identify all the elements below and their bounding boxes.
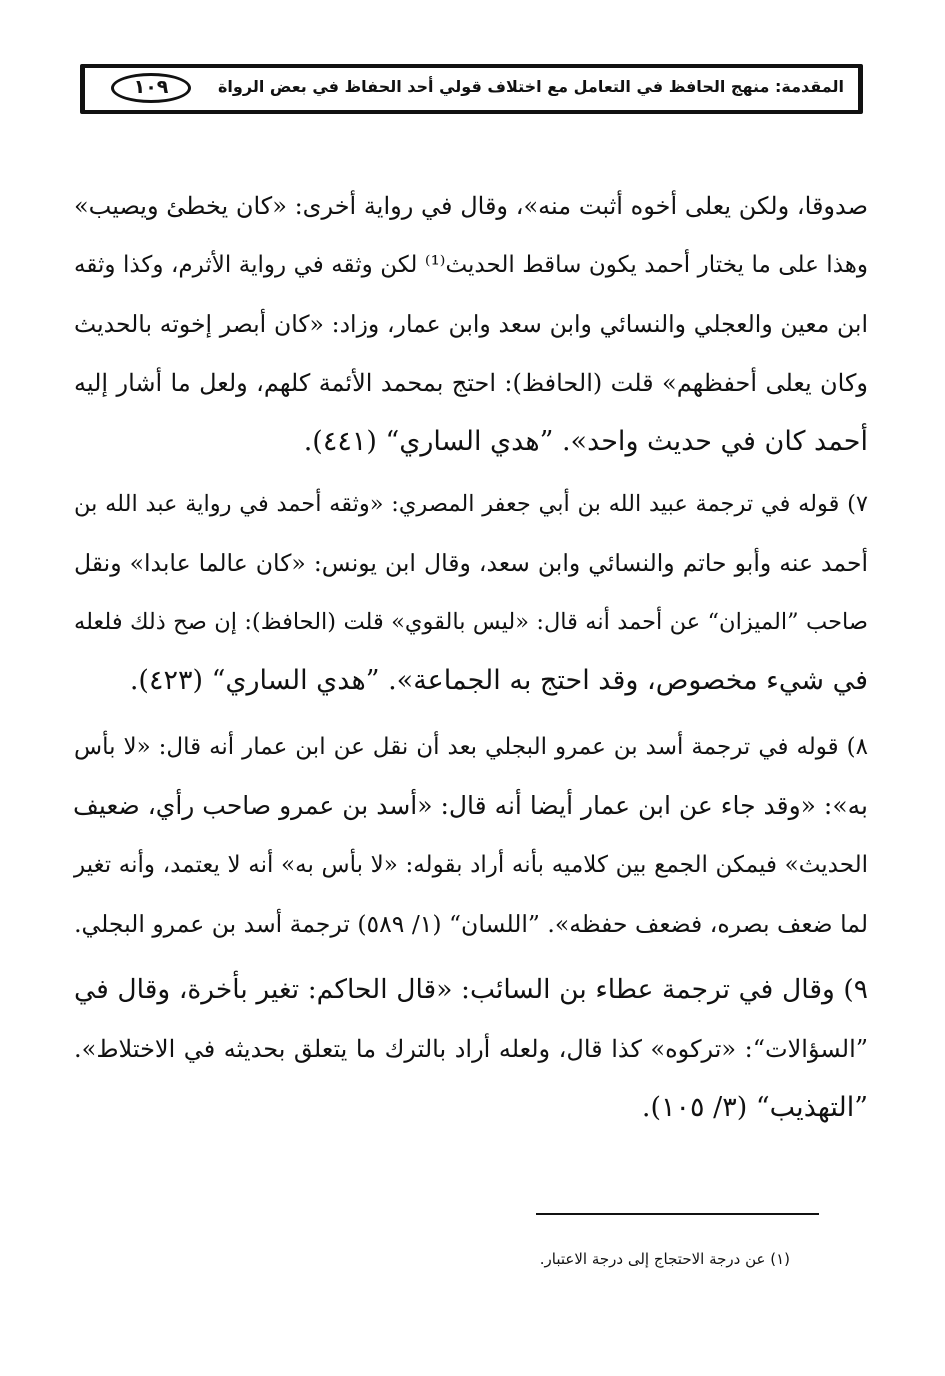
text-line: ٨) قوله في ترجمة أسد بن عمرو البجلي بعد أن نقل عن ابن عمار أنه قال: «لا بأس: [74, 734, 868, 760]
text-line: ٩) وقال في ترجمة عطاء بن السائب: «قال الحاكم: تغير بأخرة، وقال في: [74, 974, 868, 1005]
footnote: (١) عن درجة الاحتجاج إلى درجة الاعتبار.: [539, 1250, 790, 1268]
text-line: أحمد عنه وأبو حاتم والنسائي وابن سعد، وقال ابن يونس: «كان عالما عابدا» ونقل: [74, 549, 868, 577]
text-line: لما ضعف بصره، فضعف حفظه». ”اللسان“ (١/ ٥٨٩) ترجمة أسد بن عمرو البجلي.: [74, 910, 868, 938]
text-line: ابن معين والعجلي والنسائي وابن سعد وابن عمار، وزاد: «كان أبصر إخوته بالحديث: [74, 310, 868, 338]
page-number-badge: ١٠٩: [111, 73, 191, 103]
footnote-divider: [536, 1213, 819, 1215]
text-line: صدوقا، ولكن يعلى أخوه أثبت منه»، وقال في رواية أخرى: «كان يخطئ ويصيب»: [74, 192, 868, 220]
text-line: وكان يعلى أحفظهم» قلت (الحافظ): احتج بمحمد الأئمة كلهم، ولعل ما أشار إليه: [74, 369, 868, 397]
text-line: ”التهذيب“ (٣/ ١٠٥).: [641, 1092, 868, 1123]
text-line: أحمد كان في حديث واحد». ”هدي الساري“ (٤٤١).: [303, 426, 868, 457]
running-header: [80, 64, 863, 114]
text-line: ٧) قوله في ترجمة عبيد الله بن أبي جعفر المصري: «وثقه أحمد في رواية عبد الله بن: [74, 491, 868, 517]
text-line: وهذا على ما يختار أحمد يكون ساقط الحديث⁽¹⁾ لكن وثقه في رواية الأثرم، وكذا وثقه: [74, 252, 868, 278]
text-line: به»: «وقد جاء عن ابن عمار أيضا أنه قال: «أسد بن عمرو صاحب رأي، ضعيف: [73, 791, 868, 820]
text-line: في شيء مخصوص، وقد احتج به الجماعة». ”هدي الساري“ (٤٢٣).: [129, 665, 868, 696]
text-line: الحديث» فيمكن الجمع بين كلاميه بأنه أراد بقوله: «لا بأس به» أنه لا يعتمد، وأنه تغير: [74, 852, 868, 878]
text-line: صاحب ”الميزان“ عن أحمد أنه قال: «ليس بالقوي» قلت (الحافظ): إن صح ذلك فلعله: [74, 609, 868, 635]
text-line: ”السؤالات“: «تركوه» كذا قال، ولعله أراد بالترك ما يتعلق بحديثه في الاختلاط».: [74, 1035, 868, 1063]
header-title: المقدمة: منهج الحافظ في التعامل مع اختلاف قولي أحد الحفاظ في بعض الرواة: [217, 77, 844, 96]
